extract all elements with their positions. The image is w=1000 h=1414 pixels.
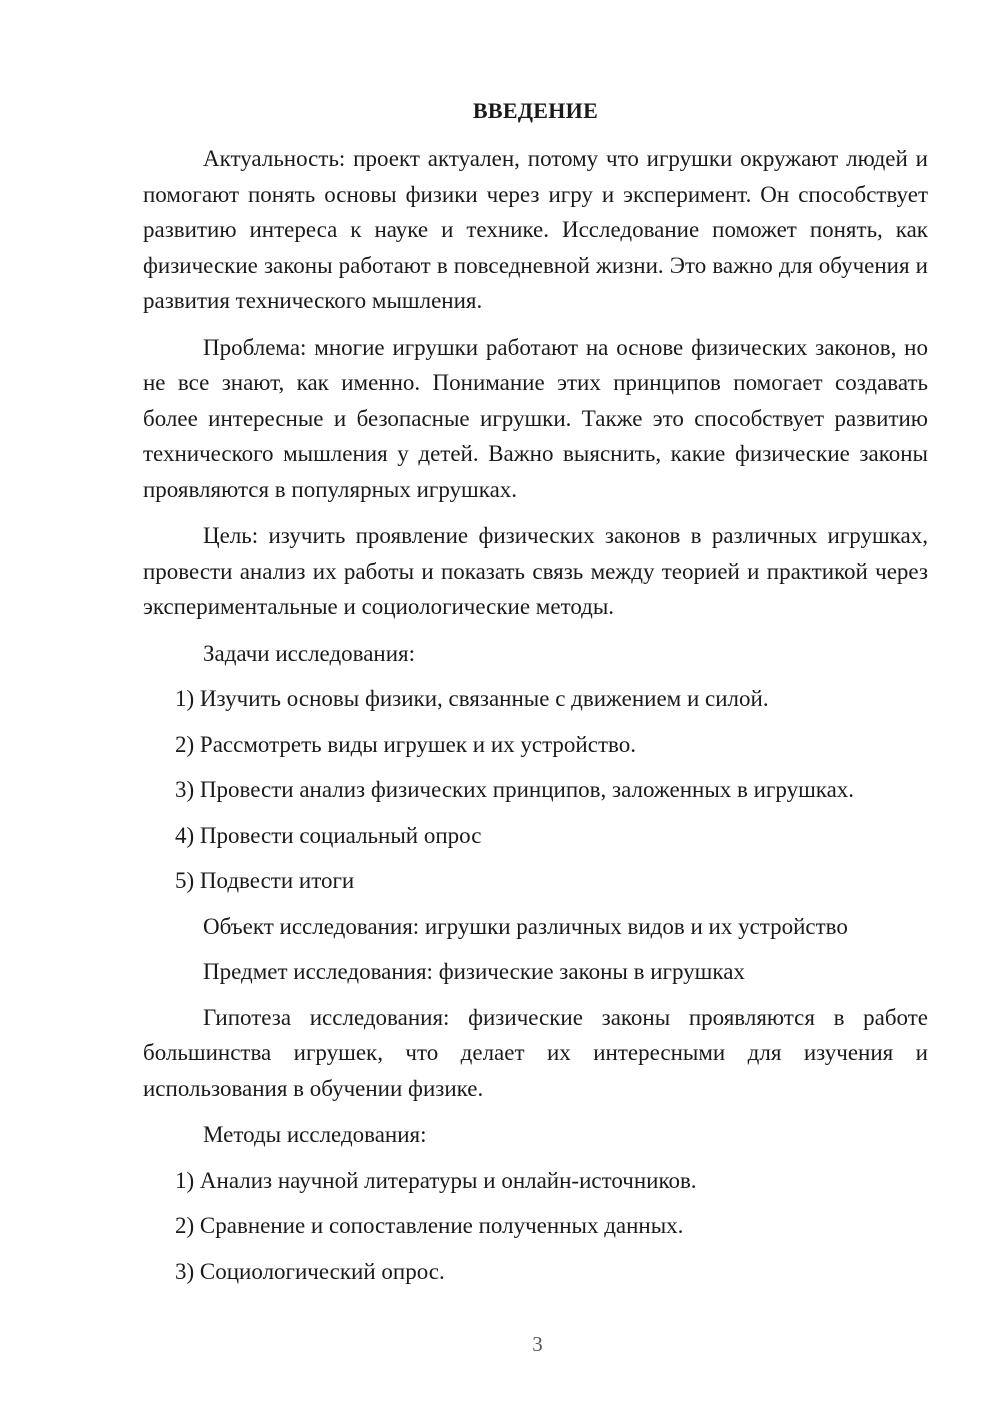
list-item: 2) Сравнение и сопоставление полученных данных. [175, 1213, 684, 1238]
list-item: 5) Подвести итоги [175, 868, 355, 893]
page-content [143, 93, 928, 1299]
list-item: 1) Анализ научной литературы и онлайн-источников. [175, 1167, 697, 1193]
research-object: Объект исследования: игрушки различных видов и их устройство [203, 913, 848, 939]
problem-paragraph: Проблема: многие игрушки работают на основе физических законов, но не все знают, как именно. Понимание этих принципов помогает создавать более интересные и безопасные игрушки. Также это способствует развитию технического мышления у детей. Важно выяснить, какие физические законы проявляются в популярных игрушках. [143, 334, 928, 502]
list-item: 3) Социологический опрос. [175, 1258, 445, 1284]
list-item: 4) Провести социальный опрос [175, 822, 482, 848]
list-item: 3) Провести анализ физических принципов, заложенных в игрушках. [175, 777, 855, 802]
tasks-list [143, 681, 928, 899]
list-item: 1) Изучить основы физики, связанные с движением и силой. [175, 686, 769, 711]
relevance-paragraph: Актуальность: проект актуален, потому что игрушки окружают людей и помогают понять основы физики через игру и эксперимент. Он способствует развитию интереса к науке и технике. Исследование поможет понять, как физические законы работают в повседневной жизни. Это важно для обучения и развития технического мышления. [143, 146, 928, 313]
methods-heading: Методы исследования: [203, 1122, 427, 1147]
section-title: ВВЕДЕНИЕ [472, 98, 599, 123]
methods-list [143, 1163, 928, 1290]
tasks-heading: Задачи исследования: [203, 640, 416, 666]
goal-paragraph: Цель: изучить проявление физических законов в различных игрушках, провести анализ их работы и показать связь между теорией и практикой через экспериментальные и социологические методы. [143, 523, 928, 619]
research-subject: Предмет исследования: физические законы в игрушках [203, 959, 745, 984]
list-item: 2) Рассмотреть виды игрушек и их устройство. [175, 731, 636, 757]
page-number: 3 [532, 1332, 543, 1356]
hypothesis-paragraph: Гипотеза исследования: физические законы проявляются в работе большинства игрушек, что делает их интересными для изучения и использования в обучении физике. [143, 1004, 928, 1101]
